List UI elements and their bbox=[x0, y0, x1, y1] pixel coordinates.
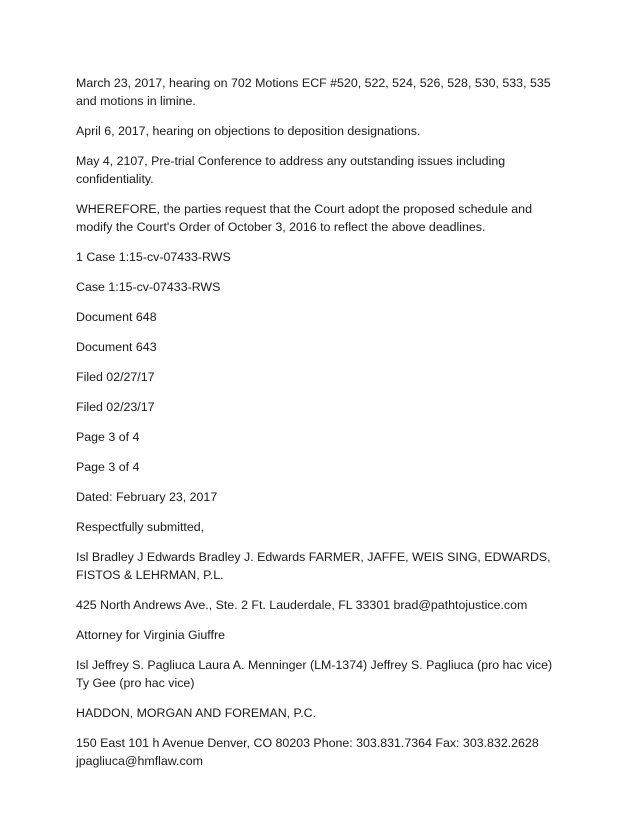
filed-date-1: Filed 02/27/17 bbox=[76, 370, 155, 384]
pretrial-conference: May 4, 2107, Pre-trial Conference to address any outstanding issues including confidentiality. bbox=[76, 154, 506, 186]
case-number-2: Case 1:15-cv-07433-RWS bbox=[76, 280, 221, 294]
document-number-1: Document 648 bbox=[76, 310, 157, 324]
respectfully-submitted: Respectfully submitted, bbox=[76, 520, 205, 534]
attorney-for-line: Attorney for Virginia Giuffre bbox=[76, 628, 225, 642]
firm-name: HADDON, MORGAN AND FOREMAN, P.C. bbox=[76, 706, 317, 720]
firm-address: 150 East 101 h Avenue Denver, CO 80203 Phone: 303.831.7364 Fax: 303.832.2628 jpagliuca@hmflaw.com bbox=[76, 736, 539, 768]
pagliuca-signature-block: Isl Jeffrey S. Pagliuca Laura A. Menninger (LM-1374) Jeffrey S. Pagliuca (pro hac vice) Ty Gee (pro hac vice) bbox=[76, 658, 553, 690]
filed-date-2: Filed 02/23/17 bbox=[76, 400, 155, 414]
hearing-702-motions: March 23, 2017, hearing on 702 Motions ECF #520, 522, 524, 526, 528, 530, 533, 535 and motions in limine. bbox=[76, 76, 551, 108]
hearing-deposition-objections: April 6, 2017, hearing on objections to deposition designations. bbox=[76, 124, 421, 138]
dated-line: Dated: February 23, 2017 bbox=[76, 490, 218, 504]
edwards-signature-block: Isl Bradley J Edwards Bradley J. Edwards FARMER, JAFFE, WEIS SING, EDWARDS, FISTOS & LEHRMAN, P.L. bbox=[76, 550, 551, 582]
edwards-address: 425 North Andrews Ave., Ste. 2 Ft. Lauderdale, FL 33301 brad@pathtojustice.com bbox=[76, 598, 528, 612]
page-indicator-1: Page 3 of 4 bbox=[76, 430, 140, 444]
page-indicator-2: Page 3 of 4 bbox=[76, 460, 140, 474]
document-body bbox=[76, 74, 566, 782]
document-number-2: Document 643 bbox=[76, 340, 157, 354]
wherefore-paragraph: WHEREFORE, the parties request that the Court adopt the proposed schedule and modify the Court's Order of October 3, 2016 to reflect the above deadlines. bbox=[76, 202, 532, 234]
case-number-1: 1 Case 1:15-cv-07433-RWS bbox=[76, 250, 231, 264]
